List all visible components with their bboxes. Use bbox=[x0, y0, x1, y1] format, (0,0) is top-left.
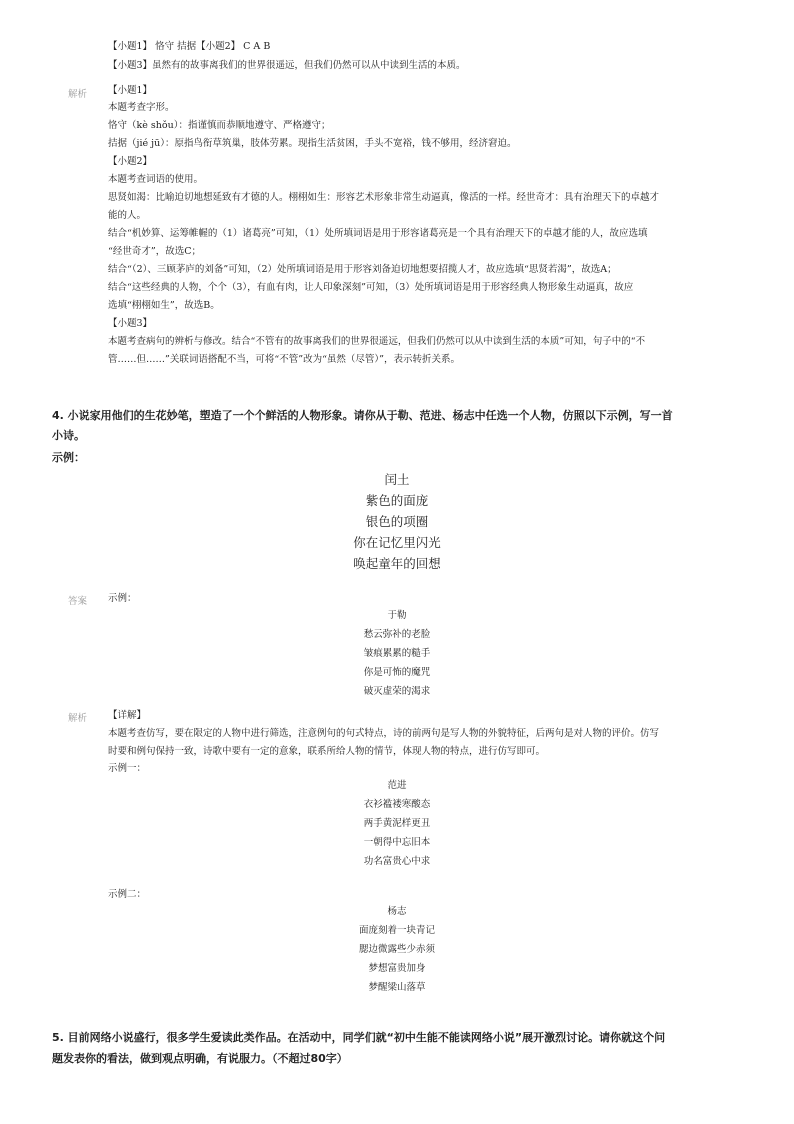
text-line: 【详解】 bbox=[108, 710, 147, 721]
poem-line: 你是可怖的魔咒 bbox=[363, 667, 431, 678]
text-line: 【小题1】 bbox=[108, 85, 153, 96]
answer-poem bbox=[0, 606, 794, 701]
poem-line: 两手黄泥样更丑 bbox=[363, 818, 431, 829]
poem-line: 杨志 bbox=[387, 906, 407, 917]
text-line: 本题考查字形。 bbox=[108, 102, 175, 113]
poem-line: 范进 bbox=[387, 780, 407, 791]
poem-line: 梦醒梁山落草 bbox=[368, 982, 426, 993]
question-5-line-2: 题发表你的看法，做到观点明确，有说服力。（不超过80字） bbox=[52, 1052, 348, 1065]
example-poem bbox=[0, 469, 794, 574]
text-line: 结合“这些经典的人物，个个（3），有血有肉，让人印象深刻”可知，（3）处所填词语是用于形容经典人物形象生动逼真，故应 bbox=[108, 282, 634, 293]
poem-line: 唤起童年的回想 bbox=[353, 556, 441, 571]
answer-line-2: 【小题3】虽然有的故事离我们的世界很遥远，但我们仍然可以从中读到生活的本质。 bbox=[108, 60, 466, 71]
text-line: 恪守（kè shǒu）：指谨慎而恭顺地遵守、严格遵守； bbox=[108, 120, 331, 131]
text-line: “经世奇才”，故选C； bbox=[108, 246, 201, 257]
example-2-poem bbox=[0, 902, 794, 997]
analysis-tag: 解析 bbox=[68, 713, 88, 724]
poem-line: 面庞刻着一块青记 bbox=[358, 925, 435, 936]
question-5-line-1: 5. 目前网络小说盛行，很多学生爱读此类作品。在活动中，同学们就“初中生能不能读网络小说”展开激烈讨论。请你就这个问 bbox=[52, 1031, 666, 1044]
text-line: 能的人。 bbox=[108, 210, 147, 221]
text-line: 选填“栩栩如生”，故选B。 bbox=[108, 300, 220, 311]
answer-line-1: 【小题1】 恪守 拮据【小题2】 C A B bbox=[108, 41, 271, 52]
poem-line: 紫色的面庞 bbox=[365, 493, 429, 508]
poem-line: 你在记忆里闪光 bbox=[353, 535, 441, 550]
poem-line: 功名富贵心中求 bbox=[363, 856, 431, 867]
example-1-poem bbox=[0, 776, 794, 871]
answer-example-label: 示例： bbox=[108, 593, 137, 604]
question-4-line-2: 小诗。 bbox=[52, 429, 85, 442]
poem-line: 愁云弥补的老脸 bbox=[363, 629, 431, 640]
poem-line: 闰土 bbox=[384, 472, 410, 487]
text-line: 本题考查仿写，要在限定的人物中进行筛选，注意例句的句式特点，诗的前两句是写人物的外貌特征，后两句是对人物的评价。仿写 bbox=[108, 728, 660, 739]
poem-line: 梦想富贵加身 bbox=[368, 963, 426, 974]
text-line: 结合“机妙算、运筹帷幄的（1）诸葛亮”可知，（1）处所填词语是用于形容诸葛亮是一个具有治理天下的卓越才能的人，故应选填 bbox=[108, 228, 648, 239]
poem-line: 一朝得中忘旧本 bbox=[363, 837, 431, 848]
text-line: 时要和例句保持一致，诗歌中要有一定的意象，联系所给人物的情节，体现人物的特点，进行仿写即可。 bbox=[108, 746, 546, 757]
poem-line: 于勒 bbox=[387, 610, 407, 621]
poem-line: 衣衫褴褛寒酸态 bbox=[363, 799, 431, 810]
text-line: 【小题3】 bbox=[108, 318, 153, 329]
example-2-label: 示例二： bbox=[108, 889, 147, 900]
poem-line: 破灭虚荣的渴求 bbox=[363, 686, 431, 697]
poem-line: 银色的项圈 bbox=[365, 514, 429, 529]
text-line: 【小题2】 bbox=[108, 156, 153, 167]
example-label: 示例： bbox=[52, 451, 85, 464]
text-line: 思贤如渴：比喻迫切地想延致有才德的人。栩栩如生：形容艺术形象非常生动逼真，像活的一样。经世奇才：具有治理天下的卓越才 bbox=[108, 192, 660, 203]
poem-line: 皱痕累累的糙手 bbox=[363, 648, 431, 659]
text-line: 拮据（jié jū）：原指鸟衔草筑巢，肢体劳累。现指生活贫困，手头不宽裕，钱不够用，经济窘迫。 bbox=[108, 138, 517, 149]
text-line: 本题考查病句的辨析与修改。结合“不管有的故事离我们的世界很遥远，但我们仍然可以从中读到生活的本质”可知，句子中的“不 bbox=[108, 336, 646, 347]
answer-tag: 答案 bbox=[68, 596, 88, 607]
analysis-tag: 解析 bbox=[68, 89, 88, 100]
text-line: 示例一： bbox=[108, 763, 147, 774]
poem-line: 腮边微露些少赤须 bbox=[358, 944, 435, 955]
text-line: 结合“（2）、三顾茅庐的刘备”可知，（2）处所填词语是用于形容刘备迫切地想要招揽人才，故应选填“思贤若渴”，故选A； bbox=[108, 264, 617, 275]
text-line: 本题考查词语的使用。 bbox=[108, 174, 204, 185]
question-4-line-1: 4. 小说家用他们的生花妙笔，塑造了一个个鲜活的人物形象。请你从于勒、范进、杨志中任选一个人物，仿照以下示例，写一首 bbox=[52, 409, 673, 422]
text-line: 管……但……”关联词语搭配不当，可将“不管”改为“虽然（尽管）”，表示转折关系。 bbox=[108, 354, 461, 365]
